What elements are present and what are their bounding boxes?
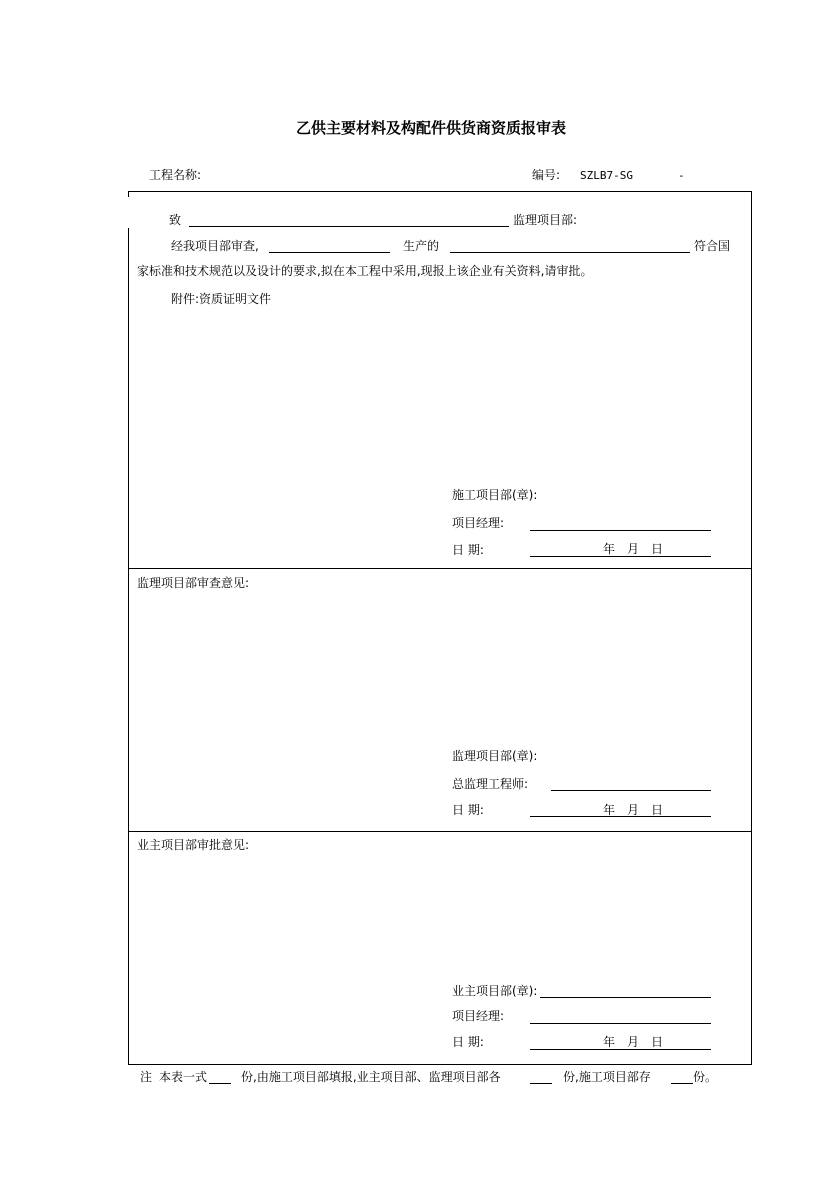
owner-approval-heading: 业主项目部审批意见:	[137, 838, 250, 852]
review-line-2: 家标准和技术规范以及设计的要求,拟在本工程中采用,现报上该企业有关资料,请审批。	[137, 264, 593, 278]
date-label: 日 期:	[452, 803, 484, 817]
date-month: 月	[627, 803, 640, 817]
chief-engineer-label: 总监理工程师:	[452, 777, 529, 791]
project-manager-label: 项目经理:	[452, 516, 505, 530]
construction-copies-field[interactable]	[671, 1083, 693, 1084]
supervision-dept-seal-label: 监理项目部(章):	[452, 749, 538, 763]
project-manager-field[interactable]	[530, 1023, 711, 1024]
date-label: 日 期:	[452, 1035, 484, 1049]
date-day: 日	[651, 542, 664, 556]
date-month: 月	[627, 542, 640, 556]
footer-part-4: 份。	[693, 1070, 718, 1084]
footer-part-1: 本表一式	[159, 1070, 208, 1084]
supplier-name-field[interactable]	[269, 252, 390, 253]
table-left-border	[128, 228, 129, 1064]
date-year: 年	[603, 1035, 616, 1049]
serial-value: SZLB7-SG	[580, 169, 633, 182]
owner-dept-seal-label: 业主项目部(章):	[452, 984, 538, 998]
supervision-dept-label: 监理项目部:	[513, 213, 578, 227]
footer-note-label: 注	[140, 1070, 153, 1084]
date-field[interactable]	[530, 816, 711, 817]
section-divider-1	[128, 568, 752, 569]
product-name-field[interactable]	[450, 252, 690, 253]
date-year: 年	[603, 542, 616, 556]
supervision-review-heading: 监理项目部审查意见:	[137, 576, 250, 590]
table-bottom-border	[128, 1064, 752, 1065]
table-right-border	[751, 191, 752, 1064]
date-month: 月	[627, 1035, 640, 1049]
date-day: 日	[651, 803, 664, 817]
date-day: 日	[651, 1035, 664, 1049]
to-label: 致	[169, 213, 182, 227]
construction-dept-seal-label: 施工项目部(章):	[452, 488, 538, 502]
serial-dash: -	[678, 169, 685, 182]
footer-part-3: 份,施工项目部存	[563, 1070, 651, 1084]
project-manager-field[interactable]	[530, 530, 711, 531]
review-line-prefix: 经我项目部审查,	[171, 239, 259, 253]
chief-engineer-field[interactable]	[551, 790, 711, 791]
footer-part-2: 份,由施工项目部填报,业主项目部、监理项目部各	[241, 1070, 501, 1084]
project-manager-label: 项目经理:	[452, 1009, 505, 1023]
review-line-mid: 生产的	[403, 239, 440, 253]
form-title: 乙供主要材料及构配件供货商资质报审表	[296, 119, 567, 137]
owner-dept-seal-field[interactable]	[540, 997, 711, 998]
addressee-field[interactable]	[189, 226, 509, 227]
section-divider-2	[128, 831, 752, 832]
review-line-suffix: 符合国	[694, 239, 731, 253]
table-top-border	[128, 191, 752, 192]
serial-label: 编号:	[532, 168, 561, 182]
attachment-label: 附件:资质证明文件	[171, 292, 272, 306]
each-dept-copies-field[interactable]	[530, 1083, 552, 1084]
date-year: 年	[603, 803, 616, 817]
table-left-border	[128, 191, 129, 197]
project-name-label: 工程名称:	[149, 168, 202, 182]
date-field[interactable]	[530, 1049, 711, 1050]
total-copies-field[interactable]	[209, 1083, 231, 1084]
date-field[interactable]	[530, 556, 711, 557]
date-label: 日 期:	[452, 543, 484, 557]
